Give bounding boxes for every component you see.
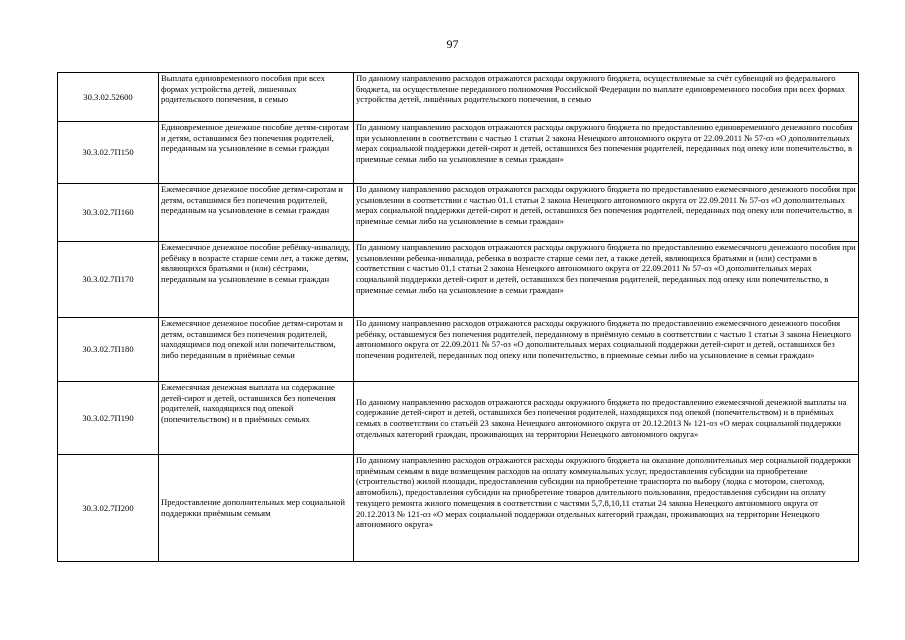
table-row (58, 318, 859, 382)
expense-description-cell: По данному направлению расходов отражаются расходы окружного бюджета по предоставлению ежемесячной денежной выплаты на содержание детей-сирот и детей, оставшихся без попечения родителей, находящихся под опекой (попечительством) и в приёмных семьях в соответствии со статьёй 23 закона Ненецкого автономного округа от 20.12.2013 № 121-оз «О мерах социальной поддержки отдельных категорий граждан, проживающих на территории Ненецкого автономного округа» (354, 382, 859, 455)
expense-code-cell: 30.3.02.7П200 (58, 455, 159, 562)
expense-name-cell: Ежемесячное денежное пособие ребёнку-инвалиду, ребёнку в возрасте старше семи лет, а также детям, являющихся братьями и (или) сёстрами, переданным на усыновление в семьи граждан (159, 242, 354, 318)
expense-name-cell: Выплата единовременного пособия при всех формах устройства детей, лишенных родительского попечения, в семью (159, 73, 354, 122)
expense-description-cell: По данному направлению расходов отражаются расходы окружного бюджета по предоставлению единовременного денежного пособия при усыновлении в соответствии с частью 1 статьи 2 закона Ненецкого автономного округа от 22.09.2011 № 57-оз «О дополнительных мерах социальной поддержки детей-сирот и детей, оставшихся без попечения родителей, переданных под опеку или попечительство, в приемные семьи либо на усыновление в семьи граждан» (354, 122, 859, 184)
expense-name-cell: Предоставление дополнительных мер социальной поддержки приёмным семьям (159, 455, 354, 562)
page-number: 97 (446, 37, 459, 51)
table-row (58, 73, 859, 122)
table-row (58, 382, 859, 455)
expense-name-cell: Ежемесячное денежное пособие детям-сиротам и детям, оставшимся без попечения родителей, переданным на усыновление в семьи граждан (159, 184, 354, 242)
expense-code-cell: 30.3.02.52600 (58, 73, 159, 122)
expense-description-cell: По данному направлению расходов отражаются расходы окружного бюджета по предоставлению ежемесячного денежного пособия ребёнку, оставшемуся без попечения родителей, переданному в приёмную семью в соответствии с частью 1 статьи 3 закона Ненецкого автономного округа от 22.09.2011 № 57-оз «О дополнительных мерах социальной поддержки детей-сирот и детей, оставшихся без попечения родителей, переданных под опеку или попечительство, в приемные семьи либо на усыновление в семьи граждан» (354, 318, 859, 382)
expense-code-cell: 30.3.02.7П160 (58, 184, 159, 242)
table-row (58, 242, 859, 318)
expense-name-cell: Единовременное денежное пособие детям-сиротам и детям, оставшимся без попечения родителей, переданным на усыновление в семьи граждан (159, 122, 354, 184)
expense-name-cell: Ежемесячная денежная выплата на содержание детей-сирот и детей, оставшихся без попечения родителей, находящихся под опекой (попечительством) и в приёмных семьях (159, 382, 354, 455)
table-row (58, 122, 859, 184)
expense-code-cell: 30.3.02.7П170 (58, 242, 159, 318)
expense-name-cell: Ежемесячное денежное пособие детям-сиротам и детям, оставшимся без попечения родителей, находящимся под опекой или попечительством, либо переданным в приёмные семьи (159, 318, 354, 382)
expense-code-cell: 30.3.02.7П150 (58, 122, 159, 184)
expense-code-cell: 30.3.02.7П190 (58, 382, 159, 455)
expense-description-cell: По данному направлению расходов отражаются расходы окружного бюджета по предоставлению ежемесячного денежного пособия при усыновлении в соответствии с частью 01.1 статьи 2 закона Ненецкого автономного округа от 22.09.2011 № 57-оз «О дополнительных мерах социальной поддержки детей-сирот и детей, оставшихся без попечения родителей, переданных под опеку или попечительство, в приемные семьи либо на усыновление в семьи граждан» (354, 184, 859, 242)
budget-classification-table (57, 72, 859, 562)
table-row (58, 184, 859, 242)
expense-description-cell: По данному направлению расходов отражаются расходы окружного бюджета на оказание дополнительных мер социальной поддержки приёмным семьям в виде возмещения расходов на оплату коммунальных услуг, предоставления субсидии на приобретение (строительство) жилой площади, предоставления субсидии на приобретение транспорта по выбору (лодка с мотором, снегоход, автомобиль), предоставления субсидии на приобретение товаров длительного пользования, предоставления субсидии на оплату текущего ремонта жилого помещения в соответствии с частями 5,7,8,10,11 статьи 24 закона Ненецкого автономного округа от 20.12.2013 № 121-оз «О мерах социальной поддержки отдельных категорий граждан, проживающих на территории Ненецкого автономного округа» (354, 455, 859, 562)
expense-description-cell: По данному направлению расходов отражаются расходы окружного бюджета по предоставлению ежемесячного денежного пособия при усыновлении ребенка-инвалида, ребенка в возрасте старше семи лет, а также детей, являющихся братьями и (или) сестрами в соответствии с частью 01.1 статьи 2 закона Ненецкого автономного округа от 22.09.2011 № 57-оз «О дополнительных мерах социальной поддержки детей-сирот и детей, оставшихся без попечения родителей, переданных под опеку или попечительство, в приемные семьи либо на усыновление в семьи граждан» (354, 242, 859, 318)
table-row (58, 455, 859, 562)
expense-description-cell: По данному направлению расходов отражаются расходы окружного бюджета, осуществляемые за счёт субвенций из федерального бюджета, на осуществление переданного полномочия Российской Федерации по выплате единовременного пособия при всех формах устройства детей, лишённых родительского попечения, в семью (354, 73, 859, 122)
expense-code-cell: 30.3.02.7П180 (58, 318, 159, 382)
